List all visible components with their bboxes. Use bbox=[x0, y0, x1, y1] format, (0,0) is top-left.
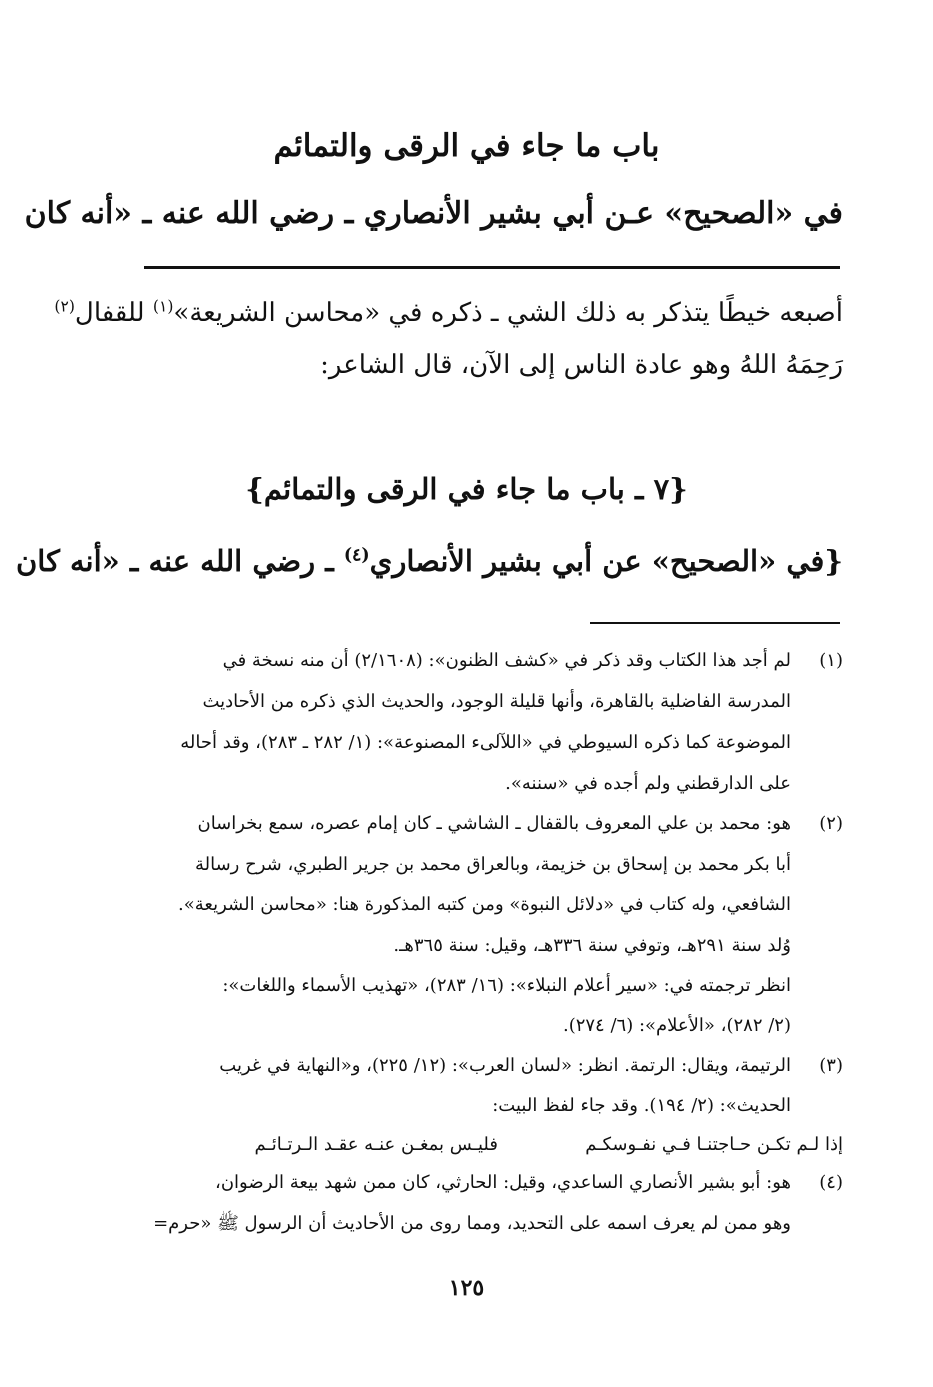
footnote-verse-hemistich-2: فليـس بمغـن عنـه عقـد الـرتـائـم bbox=[254, 1134, 498, 1155]
footnote-2-line: هو: محمد بن علي المعروف بالقفال ـ الشاشي ـ كان إمام عصره، سمع بخراسان bbox=[197, 813, 791, 834]
footnote-verse-hemistich-1: إذا لـم تكـن حـاجتنـا فـي نفـوسكـم bbox=[585, 1134, 843, 1155]
section-sub-text: ـ رضي الله عنه ـ «أنه كان bbox=[15, 544, 344, 578]
running-header-subtitle: في «الصحيح» عـن أبي بشير الأنصاري ـ رضي الله عنه ـ «أنه كان bbox=[24, 196, 843, 231]
footnote-2-line: (٢/ ٢٨٢)، «الأعلام»: (٦/ ٢٧٤). bbox=[562, 1015, 791, 1036]
footnote-3-verse bbox=[91, 1134, 843, 1160]
body-line-1 bbox=[54, 297, 843, 328]
body-text: للقفال bbox=[74, 298, 153, 328]
footnote-4-line: هو: أبو بشير الأنصاري الساعدي، وقيل: الحارثي، كان ممن شهد بيعة الرضوان، bbox=[215, 1172, 791, 1193]
footnote-4-line: وهو ممن لم يعرف اسمه على التحديد، ومما روى من الأحاديث أن الرسول ﷺ «حرم= bbox=[153, 1213, 791, 1234]
body-text: أصبعه خيطًا يتذكر به ذلك الشي ـ ذكره في «محاسن الشريعة» bbox=[173, 298, 843, 328]
footnote-ref-2: (٢) bbox=[54, 297, 75, 316]
footnote-2-line: أبا بكر محمد بن إسحاق بن خزيمة، وبالعراق محمد بن جرير الطبري، شرح رسالة bbox=[194, 854, 791, 875]
section-subheading bbox=[15, 544, 843, 578]
footnote-2-line: وُلد سنة ٢٩١هـ، وتوفي سنة ٣٣٦هـ، وقيل: سنة ٣٦٥هـ. bbox=[393, 935, 791, 956]
footnote-number-1: (١) bbox=[819, 650, 843, 671]
footnote-number-2: (٢) bbox=[819, 813, 843, 834]
section-sub-text: {في «الصحيح» عن أبي بشير الأنصاري bbox=[369, 544, 843, 578]
footnote-ref-1: (١) bbox=[152, 297, 174, 316]
body-line-2: رَحِمَهُ اللهُ وهو عادة الناس إلى الآن، قال الشاعر: bbox=[320, 350, 843, 380]
footnote-3-line: الحديث»: (٢/ ١٩٤). وقد جاء لفظ البيت: bbox=[492, 1095, 791, 1116]
footnote-1-line: الموضوعة كما ذكره السيوطي في «اللآلىء المصنوعة»: (١/ ٢٨٢ ـ ٢٨٣)، وقد أحاله bbox=[180, 732, 791, 753]
section-heading: {٧ ـ باب ما جاء في الرقى والتمائم} bbox=[245, 472, 688, 506]
footnote-2-line: انظر ترجمته في: «سير أعلام النبلاء»: (١٦/ ٢٨٣)، «تهذيب الأسماء واللغات»: bbox=[222, 975, 791, 996]
running-header-title: باب ما جاء في الرقى والتمائم bbox=[273, 128, 660, 164]
footnote-1-line: المدرسة الفاضلية بالقاهرة، وأنها قليلة الوجود، والحديث الذي ذكره من الأحاديث bbox=[202, 691, 791, 712]
footnote-3-line: الرتيمة، ويقال: الرتمة. انظر: «لسان العرب»: (١٢/ ٢٢٥)، و«النهاية في غريب bbox=[219, 1055, 791, 1076]
footnote-number-3: (٣) bbox=[819, 1055, 843, 1076]
footnote-1-line: على الدارقطني ولم أجده في «سننه». bbox=[505, 773, 791, 794]
page-number: ١٢٥ bbox=[448, 1275, 485, 1301]
footnote-separator bbox=[590, 622, 840, 624]
footnote-1-line: لم أجد هذا الكتاب وقد ذكر في «كشف الظنون»: (٢/١٦٠٨) أن منه نسخة في bbox=[222, 650, 791, 671]
footnote-number-4: (٤) bbox=[819, 1172, 843, 1193]
footnote-ref-4: (٤) bbox=[343, 545, 370, 566]
footnote-2-line: الشافعي، وله كتاب في «دلائل النبوة» ومن كتبه المذكورة هنا: «محاسن الشريعة». bbox=[178, 894, 791, 915]
header-rule bbox=[144, 266, 840, 269]
